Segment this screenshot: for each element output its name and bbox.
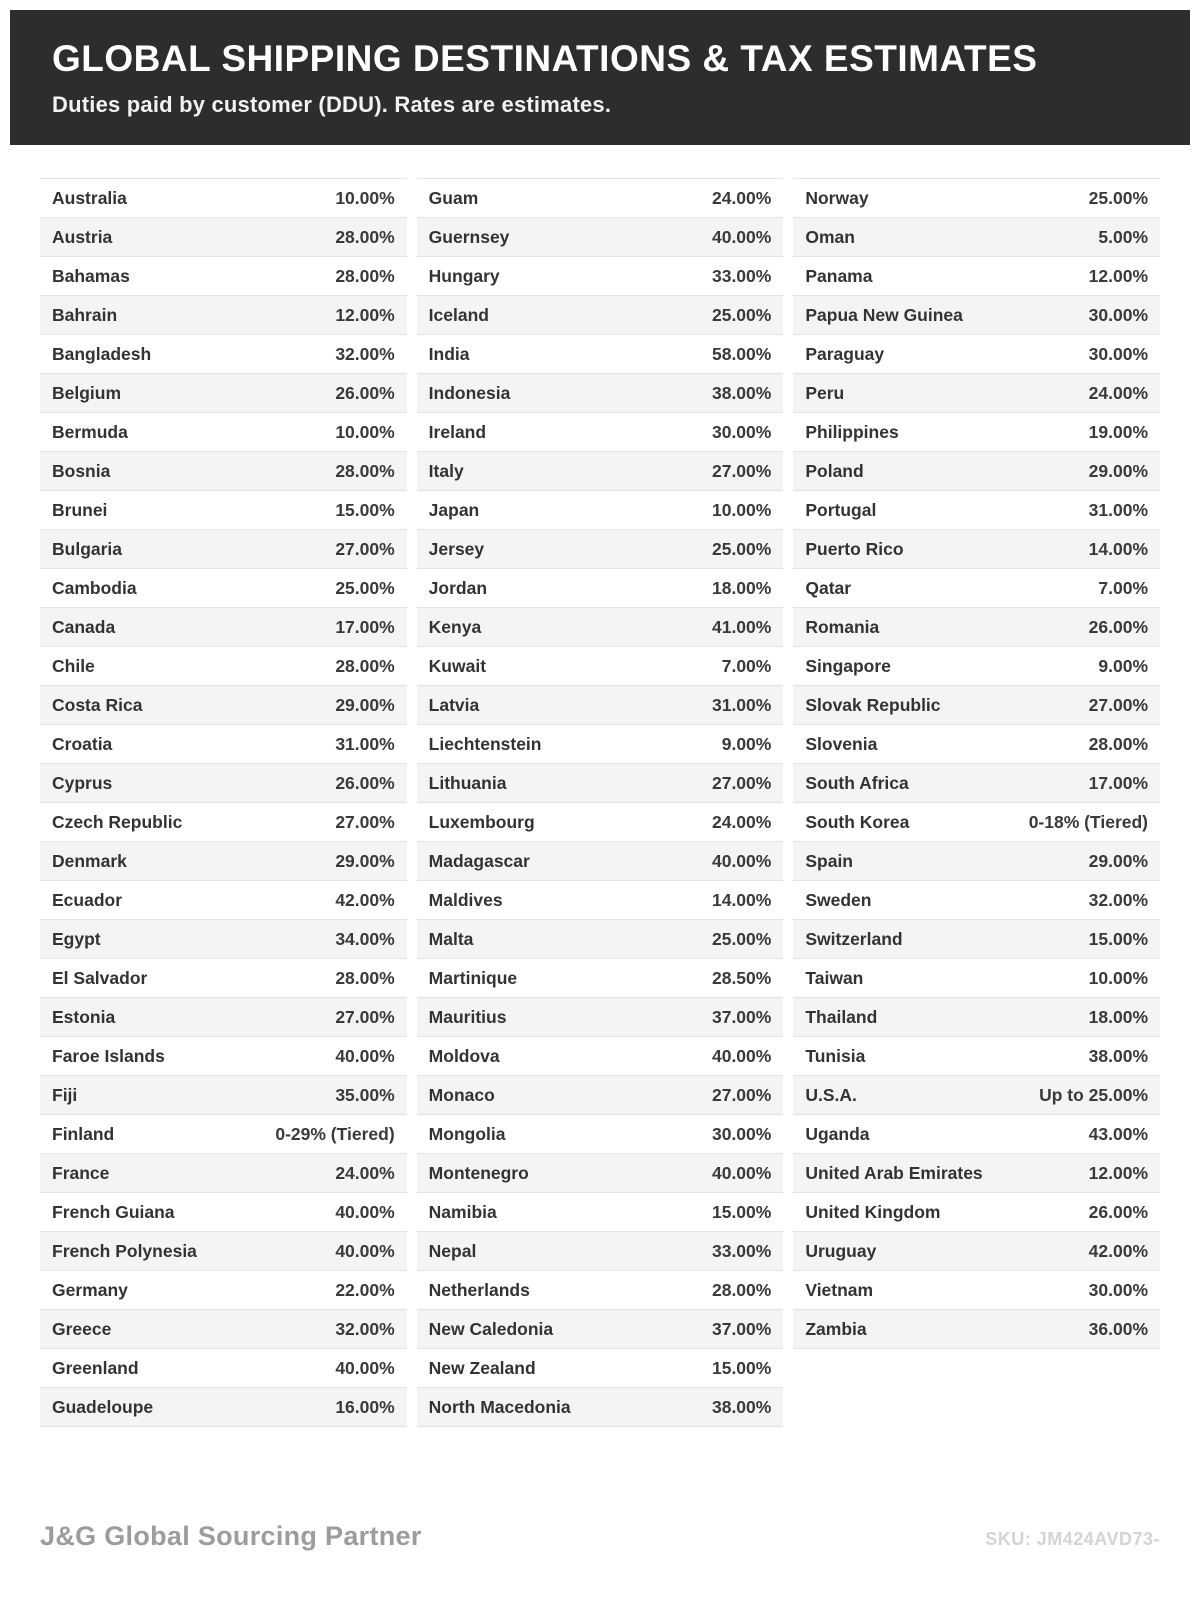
country-name: Costa Rica: [52, 694, 143, 715]
tax-rate: 26.00%: [1088, 1201, 1149, 1222]
tax-rate: 27.00%: [335, 811, 395, 832]
country-name: New Caledonia: [428, 1318, 554, 1339]
tax-rate: 28.50%: [711, 967, 772, 988]
tax-rate: 18.00%: [711, 577, 772, 598]
country-name: Papua New Guinea: [805, 304, 963, 325]
table-row: [40, 803, 407, 842]
tax-rate: 36.00%: [1088, 1318, 1149, 1339]
country-name: Malta: [428, 928, 474, 949]
rates-column-3: [793, 178, 1160, 1427]
tax-rate: 38.00%: [1088, 1045, 1149, 1066]
table-row: [793, 569, 1160, 608]
table-row: [417, 1076, 784, 1115]
table-row: [417, 530, 784, 569]
country-name: Egypt: [52, 928, 101, 949]
country-name: Croatia: [52, 733, 113, 754]
table-row: [793, 1193, 1160, 1232]
country-name: Guernsey: [428, 226, 510, 247]
table-row: [417, 491, 784, 530]
tax-rate: 40.00%: [711, 1162, 772, 1183]
country-name: Madagascar: [428, 850, 530, 871]
table-row: [40, 179, 407, 218]
tax-rate: 27.00%: [711, 772, 772, 793]
table-row: [417, 218, 784, 257]
page-title: GLOBAL SHIPPING DESTINATIONS & TAX ESTIMATES: [52, 38, 1038, 79]
tax-rate: 30.00%: [711, 1123, 772, 1144]
country-name: Cyprus: [52, 772, 113, 793]
country-name: Bahamas: [52, 265, 130, 286]
table-row: [40, 452, 407, 491]
country-name: Kenya: [428, 616, 482, 637]
table-row: [793, 1115, 1160, 1154]
table-row: [40, 959, 407, 998]
tax-rate: 18.00%: [1088, 1006, 1149, 1027]
table-row: [417, 1310, 784, 1349]
tax-rate: 24.00%: [335, 1162, 395, 1183]
tax-rate: 32.00%: [335, 343, 395, 364]
table-row: [40, 1037, 407, 1076]
table-row: [40, 530, 407, 569]
table-row: [417, 803, 784, 842]
table-row: [40, 998, 407, 1037]
tax-rate: 32.00%: [1088, 889, 1149, 910]
tax-rate: 42.00%: [335, 889, 395, 910]
tax-rate: 40.00%: [711, 1045, 772, 1066]
country-name: Chile: [52, 655, 95, 676]
country-name: Bulgaria: [52, 538, 123, 559]
country-name: Montenegro: [428, 1162, 529, 1183]
tax-rate: 19.00%: [1088, 421, 1149, 442]
country-name: Bosnia: [52, 460, 111, 481]
table-row: [417, 881, 784, 920]
table-row: [40, 374, 407, 413]
table-row: [40, 491, 407, 530]
rates-column-2: [417, 178, 784, 1427]
tax-rate: 40.00%: [711, 226, 772, 247]
table-row: [40, 1193, 407, 1232]
country-name: Kuwait: [428, 655, 487, 676]
table-row: [793, 1154, 1160, 1193]
tax-rate: 40.00%: [335, 1240, 395, 1261]
tax-rate: 12.00%: [1088, 1162, 1149, 1183]
country-name: Iceland: [428, 304, 489, 325]
country-name: Zambia: [805, 1318, 867, 1339]
country-name: Fiji: [52, 1084, 78, 1105]
country-name: French Polynesia: [52, 1240, 197, 1261]
country-name: South Africa: [805, 772, 909, 793]
table-row: [793, 1076, 1160, 1115]
country-name: Indonesia: [428, 382, 511, 403]
table-row: [40, 881, 407, 920]
table-row: [793, 1310, 1160, 1349]
country-name: Finland: [52, 1123, 115, 1144]
country-name: Guam: [428, 187, 479, 208]
country-name: Mongolia: [428, 1123, 506, 1144]
tax-rate: 12.00%: [1088, 265, 1149, 286]
tax-rate: 28.00%: [335, 265, 395, 286]
tax-rate: 26.00%: [335, 772, 395, 793]
country-name: Jordan: [428, 577, 488, 598]
table-row: [793, 452, 1160, 491]
country-name: Bahrain: [52, 304, 118, 325]
tax-rate: 0-29% (Tiered): [275, 1123, 395, 1144]
country-name: Belgium: [52, 382, 122, 403]
tax-rate: 29.00%: [335, 694, 395, 715]
table-row: [40, 257, 407, 296]
table-row: [40, 1349, 407, 1388]
country-name: Moldova: [428, 1045, 500, 1066]
country-name: New Zealand: [428, 1357, 536, 1378]
tax-rate: 34.00%: [335, 928, 395, 949]
tax-rate: 9.00%: [1098, 655, 1149, 676]
table-row: [417, 1193, 784, 1232]
tax-rate: 27.00%: [711, 460, 772, 481]
country-name: France: [52, 1162, 110, 1183]
country-name: Netherlands: [428, 1279, 530, 1300]
country-name: Greece: [52, 1318, 112, 1339]
country-name: Austria: [52, 226, 113, 247]
tax-rate: 30.00%: [1088, 304, 1149, 325]
country-name: United Arab Emirates: [805, 1162, 983, 1183]
tax-rate: 25.00%: [335, 577, 395, 598]
tax-rate: 27.00%: [335, 538, 395, 559]
tax-rate: 40.00%: [335, 1357, 395, 1378]
tax-rate: 40.00%: [711, 850, 772, 871]
country-name: India: [428, 343, 470, 364]
tax-rate: 38.00%: [711, 1396, 772, 1417]
tax-rate: 29.00%: [1088, 850, 1149, 871]
tax-rate: 15.00%: [711, 1201, 772, 1222]
tax-rate: 5.00%: [1098, 226, 1149, 247]
table-row: [793, 959, 1160, 998]
tax-rate: 30.00%: [1088, 343, 1149, 364]
tax-rate: 17.00%: [1088, 772, 1149, 793]
country-name: Poland: [805, 460, 864, 481]
country-name: Jersey: [428, 538, 485, 559]
table-row: [793, 1232, 1160, 1271]
table-row: [417, 959, 784, 998]
country-name: Japan: [428, 499, 480, 520]
table-row: [417, 296, 784, 335]
table-row: [40, 1388, 407, 1427]
table-row: [793, 998, 1160, 1037]
country-name: U.S.A.: [805, 1084, 857, 1105]
table-row: [40, 1232, 407, 1271]
tax-rate: 9.00%: [721, 733, 772, 754]
brand-name: J&G Global Sourcing Partner: [40, 1521, 422, 1551]
table-row: [793, 1037, 1160, 1076]
country-name: Maldives: [428, 889, 503, 910]
tax-rate: 17.00%: [335, 616, 395, 637]
table-row: [40, 647, 407, 686]
tax-rate: 24.00%: [711, 187, 772, 208]
tax-rate: 27.00%: [711, 1084, 772, 1105]
country-name: Peru: [805, 382, 845, 403]
country-name: Bermuda: [52, 421, 128, 442]
tax-rate: 10.00%: [335, 421, 395, 442]
country-name: Vietnam: [805, 1279, 874, 1300]
table-row: [417, 179, 784, 218]
tax-rate: 22.00%: [335, 1279, 395, 1300]
table-row: [793, 686, 1160, 725]
tax-rate: 37.00%: [711, 1006, 772, 1027]
tax-rate: 12.00%: [335, 304, 395, 325]
table-row: [793, 413, 1160, 452]
table-row: [793, 1271, 1160, 1310]
country-name: Thailand: [805, 1006, 878, 1027]
table-row: [417, 920, 784, 959]
country-name: Denmark: [52, 850, 127, 871]
tax-rate: 15.00%: [1088, 928, 1149, 949]
table-row: [793, 803, 1160, 842]
tax-rate: 41.00%: [711, 616, 772, 637]
tax-rate: 42.00%: [1088, 1240, 1149, 1261]
tax-rate: 29.00%: [335, 850, 395, 871]
country-name: French Guiana: [52, 1201, 175, 1222]
country-name: Taiwan: [805, 967, 864, 988]
tax-rate: 40.00%: [335, 1045, 395, 1066]
country-name: Cambodia: [52, 577, 137, 598]
tax-rate: 10.00%: [711, 499, 772, 520]
table-row: [417, 413, 784, 452]
tax-rate: 30.00%: [1088, 1279, 1149, 1300]
table-row: [417, 1271, 784, 1310]
country-name: Portugal: [805, 499, 877, 520]
tax-rate: 37.00%: [711, 1318, 772, 1339]
country-name: Sweden: [805, 889, 872, 910]
table-row: [793, 608, 1160, 647]
table-row: [793, 647, 1160, 686]
table-row: [417, 452, 784, 491]
tax-rate: 33.00%: [711, 1240, 772, 1261]
tax-rate: 28.00%: [1088, 733, 1149, 754]
table-row: [793, 257, 1160, 296]
country-name: Panama: [805, 265, 873, 286]
sku-label: SKU: JM424AVD73-: [985, 1529, 1160, 1549]
tax-rate: 14.00%: [1088, 538, 1149, 559]
table-row: [40, 569, 407, 608]
table-row: [417, 1232, 784, 1271]
country-name: Hungary: [428, 265, 500, 286]
table-row: [793, 335, 1160, 374]
tax-rate: 26.00%: [1088, 616, 1149, 637]
country-name: Slovenia: [805, 733, 878, 754]
table-row: [417, 842, 784, 881]
country-name: North Macedonia: [428, 1396, 571, 1417]
tax-rate: 40.00%: [335, 1201, 395, 1222]
country-name: Spain: [805, 850, 853, 871]
table-row: [40, 608, 407, 647]
tax-rate: 24.00%: [1088, 382, 1149, 403]
tax-rate: 7.00%: [1098, 577, 1149, 598]
tax-rate: 28.00%: [335, 460, 395, 481]
table-row: [793, 764, 1160, 803]
tax-rate: Up to 25.00%: [1039, 1084, 1149, 1105]
country-name: Lithuania: [428, 772, 507, 793]
tax-rate: 28.00%: [335, 967, 395, 988]
table-row: [793, 491, 1160, 530]
table-row: [40, 1271, 407, 1310]
tax-rate: 28.00%: [335, 655, 395, 676]
country-name: Greenland: [52, 1357, 139, 1378]
table-row: [417, 686, 784, 725]
table-row: [40, 725, 407, 764]
table-row: [793, 218, 1160, 257]
table-row: [417, 569, 784, 608]
table-row: [793, 296, 1160, 335]
table-row: [40, 1310, 407, 1349]
table-row: [417, 1349, 784, 1388]
country-name: Oman: [805, 226, 855, 247]
country-name: El Salvador: [52, 967, 148, 988]
rates-grid: [40, 178, 1160, 1427]
tax-rate: 0-18% (Tiered): [1028, 811, 1149, 832]
table-row: [417, 1115, 784, 1154]
table-row: [40, 686, 407, 725]
tax-rate: 58.00%: [711, 343, 772, 364]
tax-rate: 29.00%: [1088, 460, 1149, 481]
table-row: [793, 842, 1160, 881]
rates-column-1: [40, 178, 407, 1427]
tax-rate: 27.00%: [1088, 694, 1149, 715]
table-row: [417, 257, 784, 296]
tax-rate: 7.00%: [721, 655, 772, 676]
table-row: [417, 647, 784, 686]
country-name: Germany: [52, 1279, 128, 1300]
tax-rate: 27.00%: [335, 1006, 395, 1027]
table-row: [417, 608, 784, 647]
tax-rate: 31.00%: [1088, 499, 1149, 520]
country-name: Monaco: [428, 1084, 495, 1105]
country-name: Australia: [52, 187, 127, 208]
table-row: [417, 1154, 784, 1193]
country-name: Mauritius: [428, 1006, 507, 1027]
country-name: United Kingdom: [805, 1201, 941, 1222]
country-name: Martinique: [428, 967, 518, 988]
country-name: Tunisia: [805, 1045, 866, 1066]
table-row: [40, 1076, 407, 1115]
country-name: Singapore: [805, 655, 891, 676]
table-row: [417, 374, 784, 413]
table-row: [40, 413, 407, 452]
country-name: Nepal: [428, 1240, 477, 1261]
footer: [40, 1521, 1160, 1552]
tax-rate: 25.00%: [711, 928, 772, 949]
country-name: Qatar: [805, 577, 852, 598]
tax-rate: 30.00%: [711, 421, 772, 442]
table-row: [417, 725, 784, 764]
table-row: [793, 530, 1160, 569]
country-name: Paraguay: [805, 343, 885, 364]
table-row: [793, 725, 1160, 764]
table-row: [40, 764, 407, 803]
country-name: Philippines: [805, 421, 899, 442]
tax-rate: 33.00%: [711, 265, 772, 286]
tax-rate: 31.00%: [711, 694, 772, 715]
page-subtitle: Duties paid by customer (DDU). Rates are estimates.: [52, 92, 612, 117]
table-row: [40, 335, 407, 374]
tax-rate: 32.00%: [335, 1318, 395, 1339]
country-name: Faroe Islands: [52, 1045, 165, 1066]
header-banner: [10, 10, 1190, 145]
country-name: Italy: [428, 460, 464, 481]
table-row: [793, 374, 1160, 413]
country-name: Czech Republic: [52, 811, 183, 832]
table-row: [40, 920, 407, 959]
table-row: [793, 881, 1160, 920]
tax-rate: 35.00%: [335, 1084, 395, 1105]
tax-rate: 25.00%: [1088, 187, 1149, 208]
table-row: [793, 179, 1160, 218]
tax-rate: 38.00%: [711, 382, 772, 403]
tax-rate: 26.00%: [335, 382, 395, 403]
tax-rate: 15.00%: [335, 499, 395, 520]
country-name: Puerto Rico: [805, 538, 904, 559]
country-name: Bangladesh: [52, 343, 152, 364]
table-row: [417, 998, 784, 1037]
country-name: Uruguay: [805, 1240, 877, 1261]
country-name: Ecuador: [52, 889, 123, 910]
tax-rate: 25.00%: [711, 538, 772, 559]
table-row: [40, 296, 407, 335]
table-row: [40, 1115, 407, 1154]
country-name: South Korea: [805, 811, 910, 832]
tax-rate: 10.00%: [1088, 967, 1149, 988]
country-name: Ireland: [428, 421, 487, 442]
tax-rate: 28.00%: [335, 226, 395, 247]
country-name: Estonia: [52, 1006, 116, 1027]
tax-rate: 10.00%: [335, 187, 395, 208]
table-row: [40, 842, 407, 881]
tax-rate: 28.00%: [711, 1279, 772, 1300]
table-row: [793, 920, 1160, 959]
country-name: Brunei: [52, 499, 108, 520]
tax-rate: 25.00%: [711, 304, 772, 325]
country-name: Uganda: [805, 1123, 870, 1144]
table-row: [417, 335, 784, 374]
country-name: Luxembourg: [428, 811, 535, 832]
tax-rate: 31.00%: [335, 733, 395, 754]
tax-rate: 15.00%: [711, 1357, 772, 1378]
tax-rate: 14.00%: [711, 889, 772, 910]
table-row: [40, 1154, 407, 1193]
table-row: [417, 1037, 784, 1076]
table-row: [417, 764, 784, 803]
country-name: Namibia: [428, 1201, 497, 1222]
country-name: Norway: [805, 187, 869, 208]
country-name: Romania: [805, 616, 880, 637]
country-name: Switzerland: [805, 928, 903, 949]
country-name: Guadeloupe: [52, 1396, 154, 1417]
country-name: Slovak Republic: [805, 694, 941, 715]
tax-rate: 43.00%: [1088, 1123, 1149, 1144]
table-row: [417, 1388, 784, 1427]
tax-rate: 16.00%: [335, 1396, 395, 1417]
country-name: Latvia: [428, 694, 480, 715]
country-name: Liechtenstein: [428, 733, 542, 754]
table-row: [40, 218, 407, 257]
country-name: Canada: [52, 616, 116, 637]
tax-rate: 24.00%: [711, 811, 772, 832]
